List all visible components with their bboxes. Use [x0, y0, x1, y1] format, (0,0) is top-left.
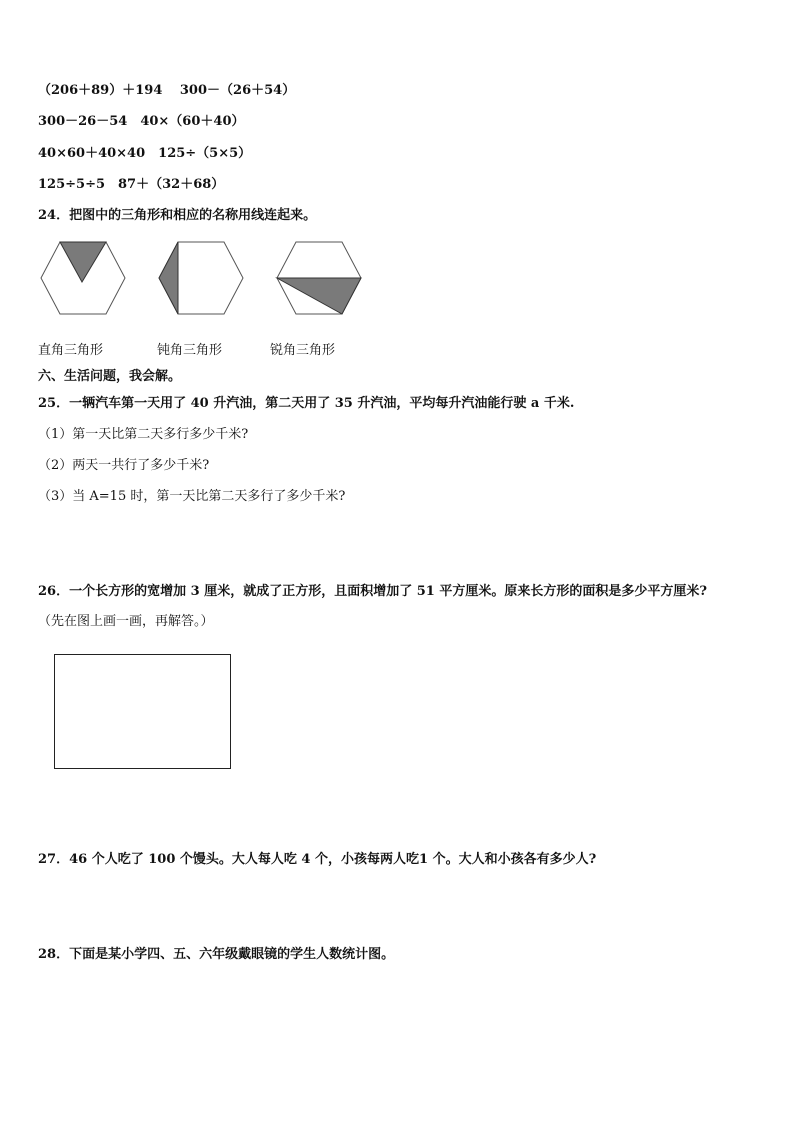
hexagon-figure-1 [38, 240, 128, 316]
section-six-heading: 六、生活问题，我会解。 [38, 369, 182, 384]
calc-line-1: （206＋89）＋194 300－（26＋54） [38, 83, 296, 98]
q26-prompt: 26．一个长方形的宽增加 3 厘米，就成了正方形，且面积增加了 51 平方厘米。原来长方形的面积是多少平方厘米? [38, 584, 707, 599]
shaded-triangle-1 [60, 242, 106, 282]
shaded-triangle-2 [159, 242, 178, 314]
label-right-triangle: 直角三角形 [38, 343, 104, 358]
q24-prompt: 24．把图中的三角形和相应的名称用线连起来。 [38, 208, 317, 223]
hexagon-figure-3 [274, 240, 364, 316]
calc-line-4: 125÷5÷5 87＋（32＋68） [38, 177, 225, 192]
q25-sub1: （1）第一天比第二天多行多少千米? [38, 427, 249, 442]
rectangle-drawing-area [54, 654, 231, 769]
calc-line-2: 300－26－54 40×（60＋40） [38, 114, 245, 129]
q25-prompt: 25．一辆汽车第一天用了 40 升汽油，第二天用了 35 升汽油，平均每升汽油能行驶 a 千米. [38, 396, 575, 411]
label-acute-triangle: 锐角三角形 [270, 343, 336, 358]
q27-prompt: 27．46 个人吃了 100 个馒头。大人每人吃 4 个，小孩每两人吃1 个。大人和小孩各有多少人? [38, 852, 597, 867]
q25-sub2: （2）两天一共行了多少千米? [38, 458, 210, 473]
shaded-triangle-3 [277, 278, 361, 314]
label-obtuse-triangle: 钝角三角形 [157, 343, 223, 358]
q28-prompt: 28．下面是某小学四、五、六年级戴眼镜的学生人数统计图。 [38, 947, 395, 962]
q25-sub3: （3）当 A=15 时，第一天比第二天多行了多少千米? [38, 489, 346, 504]
calc-line-3: 40×60＋40×40 125÷（5×5） [38, 146, 252, 161]
hexagon-figure-2 [156, 240, 246, 316]
q26-note: （先在图上画一画，再解答。） [38, 614, 214, 629]
